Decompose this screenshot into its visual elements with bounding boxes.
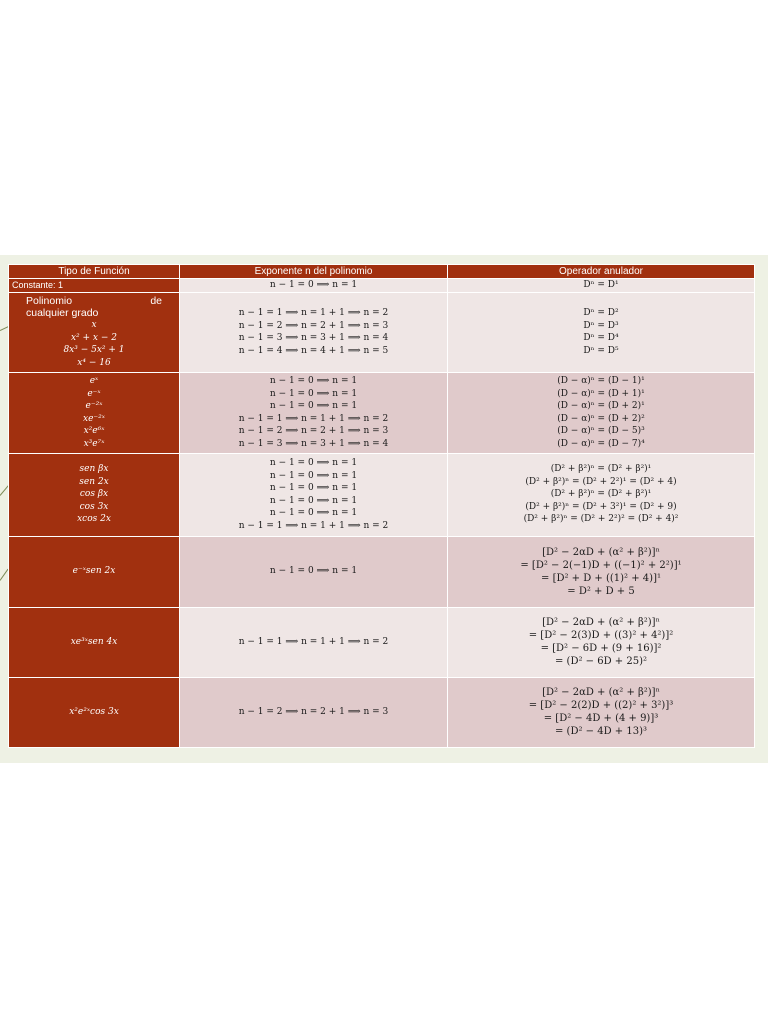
op-line: = [D² − 4D + (4 + 9)]³ [543, 713, 659, 724]
polynomial-title-word: Polinomio [26, 295, 73, 307]
exponent-cell [180, 279, 448, 293]
operator-cell [448, 372, 755, 453]
func-line: xcos 2x [77, 514, 111, 525]
annihilator-table [8, 264, 755, 748]
op-line: = [D² − 6D + (9 + 16)]² [540, 643, 662, 654]
op-line: = (D² − 4D + 13)³ [555, 726, 647, 737]
func-line: cos 3x [79, 501, 109, 512]
func-line: x² + x − 2 [70, 332, 117, 343]
table-row [9, 292, 755, 372]
table-row [9, 607, 755, 677]
polynomial-title [12, 295, 176, 307]
op-line: (D − α)ⁿ = (D − 5)³ [557, 426, 645, 436]
table-row [9, 279, 755, 293]
op-line: [D² − 2αD + (α² + β²)]ⁿ [542, 687, 660, 698]
func-line: cos βx [79, 489, 109, 500]
op-line: = [D² − 2(2)D + ((2)² + 3²)]³ [528, 700, 674, 711]
func-line: x [91, 320, 97, 330]
func-line: x³e⁷ˣ [83, 438, 105, 449]
op-line: (D² + β²)ⁿ = (D² + 2²)¹ = (D² + 4) [525, 476, 677, 487]
exp-line: n − 1 = 0 ⟹ n = 1 [269, 508, 358, 518]
op-line: (D − α)ⁿ = (D + 1)¹ [557, 388, 645, 399]
operator-cell [448, 453, 755, 536]
func-line: sen βx [79, 464, 109, 475]
exp-line: n − 1 = 0 ⟹ n = 1 [269, 458, 358, 468]
table-row [9, 677, 755, 747]
func-line: Constante: 1 [12, 280, 64, 290]
header-function-type: Tipo de Función [9, 265, 180, 279]
func-line: sen 2x [79, 476, 109, 487]
op-line: = [D² + D + ((1)² + 4)]¹ [541, 572, 661, 584]
exp-line: n − 1 = 2 ⟹ n = 2 + 1 ⟹ n = 3 [238, 706, 389, 717]
func-line: x⁴ − 16 [77, 357, 111, 368]
func-line: e⁻ˣ [87, 388, 101, 399]
table-header-row [9, 265, 755, 279]
op-line: = [D² − 2(3)D + ((3)² + 4²)]² [528, 630, 674, 641]
operator-cell [448, 292, 755, 372]
operator-cell [448, 279, 755, 293]
table-row [9, 372, 755, 453]
exp-line: n − 1 = 2 ⟹ n = 2 + 1 ⟹ n = 3 [238, 320, 389, 331]
op-line: (D² + β²)ⁿ = (D² + β²)¹ [550, 464, 652, 475]
op-line: (D² + β²)ⁿ = (D² + β²)¹ [550, 489, 652, 500]
op-line: (D² + β²)ⁿ = (D² + 2²)² = (D² + 4)² [523, 514, 679, 525]
exp-line: n − 1 = 0 ⟹ n = 1 [269, 388, 358, 399]
table-row [9, 536, 755, 607]
exp-line: n − 1 = 1 ⟹ n = 1 + 1 ⟹ n = 2 [238, 308, 389, 318]
exp-line: n − 1 = 0 ⟹ n = 1 [269, 483, 358, 493]
function-type-cell [9, 279, 180, 293]
function-type-cell [9, 536, 180, 607]
polynomial-title-word: cualquier grado [26, 307, 99, 319]
op-line: Dⁿ = D⁴ [583, 333, 619, 343]
exp-line: n − 1 = 0 ⟹ n = 1 [269, 401, 358, 411]
header-operator: Operador anulador [448, 265, 755, 279]
func-line: e⁻ˣsen 2x [72, 566, 116, 577]
func-line: x²e²ˣcos 3x [69, 706, 119, 717]
func-line: xe⁻²ˣ [83, 413, 105, 424]
exponent-cell [180, 453, 448, 536]
function-type-cell [9, 453, 180, 536]
exp-line: n − 1 = 1 ⟹ n = 1 + 1 ⟹ n = 2 [238, 520, 389, 531]
exponent-cell [180, 536, 448, 607]
op-line: = D² + D + 5 [567, 585, 635, 597]
header-exponent: Exponente n del polinomio [180, 265, 448, 279]
exp-line: n − 1 = 0 ⟹ n = 1 [269, 376, 358, 386]
op-line: Dⁿ = D³ [583, 320, 619, 331]
operator-cell [448, 536, 755, 607]
func-line: 8x³ − 5x² + 1 [63, 345, 125, 355]
op-line: (D − α)ⁿ = (D − 1)¹ [557, 376, 645, 386]
op-line: (D² + β²)ⁿ = (D² + 3²)¹ = (D² + 9) [525, 501, 677, 512]
exp-line: n − 1 = 4 ⟹ n = 4 + 1 ⟹ n = 5 [238, 345, 389, 356]
exp-line: n − 1 = 0 ⟹ n = 1 [269, 566, 358, 577]
op-line: (D − α)ⁿ = (D + 2)¹ [557, 401, 645, 411]
func-line: xe³ˣsen 4x [70, 636, 118, 647]
function-type-cell [9, 677, 180, 747]
op-line: [D² − 2αD + (α² + β²)]ⁿ [542, 546, 660, 558]
exp-line: n − 1 = 2 ⟹ n = 2 + 1 ⟹ n = 3 [238, 426, 389, 436]
func-line: e⁻²ˣ [85, 401, 103, 411]
exponent-cell [180, 372, 448, 453]
func-line: x²e⁶ˣ [83, 426, 105, 436]
exp-line: n − 1 = 0 ⟹ n = 1 [269, 470, 358, 481]
exp-line: n − 1 = 0 ⟹ n = 1 [269, 495, 358, 506]
op-line: = (D² − 6D + 25)² [555, 656, 647, 667]
polynomial-title-word: de [150, 295, 162, 307]
table-row [9, 453, 755, 536]
exp-line: n − 1 = 3 ⟹ n = 3 + 1 ⟹ n = 4 [238, 333, 389, 343]
exp-line: n − 1 = 1 ⟹ n = 1 + 1 ⟹ n = 2 [238, 413, 389, 424]
func-line: eˣ [89, 376, 99, 386]
function-type-cell [9, 372, 180, 453]
op-line: [D² − 2αD + (α² + β²)]ⁿ [542, 617, 660, 628]
op-line: Dⁿ = D² [583, 308, 619, 318]
function-type-cell [9, 607, 180, 677]
op-line: = [D² − 2(−1)D + ((−1)² + 2²)]¹ [520, 559, 682, 571]
function-type-cell [9, 292, 180, 372]
op-line: Dⁿ = D⁵ [583, 345, 619, 356]
exponent-cell [180, 677, 448, 747]
op-line: (D − α)ⁿ = (D − 7)⁴ [557, 438, 645, 449]
operator-cell [448, 677, 755, 747]
op-line: (D − α)ⁿ = (D + 2)² [557, 413, 645, 424]
exp-line: n − 1 = 0 ⟹ n = 1 [269, 280, 358, 290]
exp-line: n − 1 = 3 ⟹ n = 3 + 1 ⟹ n = 4 [238, 438, 389, 449]
exponent-cell [180, 292, 448, 372]
operator-cell [448, 607, 755, 677]
exponent-cell [180, 607, 448, 677]
exp-line: n − 1 = 1 ⟹ n = 1 + 1 ⟹ n = 2 [238, 636, 389, 647]
op-line: Dⁿ = D¹ [583, 280, 619, 290]
